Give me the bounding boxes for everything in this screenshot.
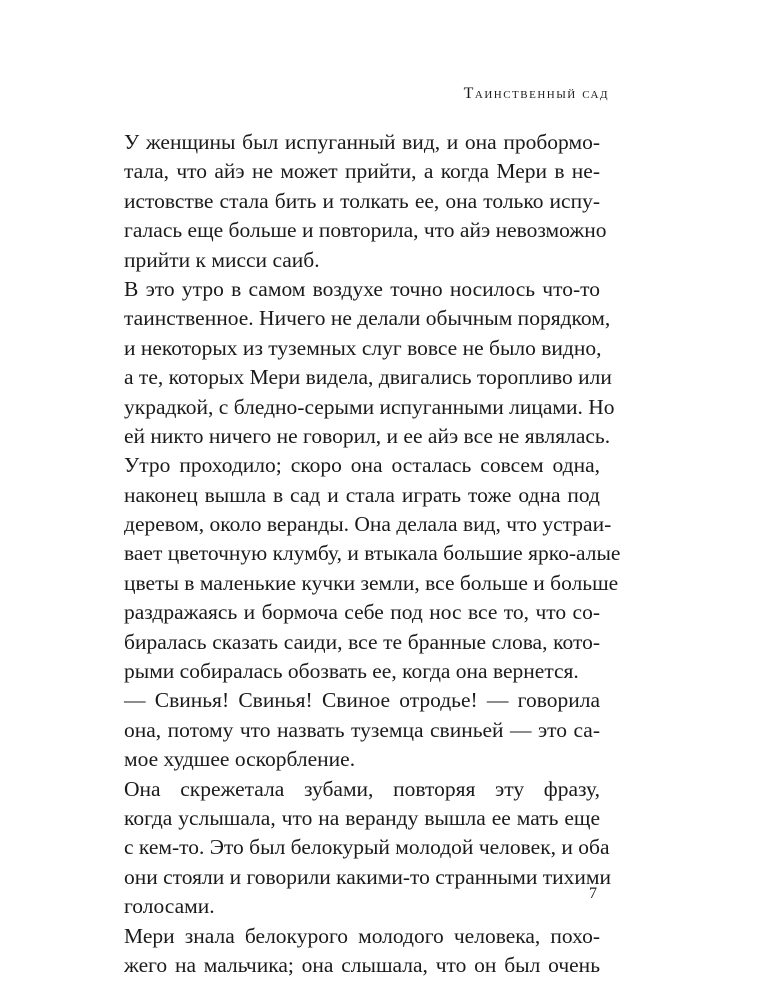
text-line: рыми собиралась обозвать ее, когда она вернется. (124, 659, 579, 684)
text-line: украдкой, с бледно-серыми испуганными лицами. Но (124, 394, 615, 419)
body-text (124, 128, 621, 980)
text-line (124, 128, 600, 157)
text-line: Мери знала белокурого молодого человека, похо- (124, 923, 600, 948)
paragraph-2 (124, 275, 615, 451)
text-line: наконец вышла в сад и стала играть тоже одна под (124, 482, 600, 507)
text-line: жего на мальчика; она слышала, что он был очень (124, 952, 600, 977)
text-line: прийти к мисси саиб. (124, 247, 320, 272)
text-line: цветы в маленькие кучки земли, все больше и больше (124, 570, 619, 595)
paragraph-6 (124, 922, 600, 981)
text-line: биралась сказать саиди, все те бранные слова, кото- (124, 629, 600, 654)
text-line: ей никто ничего не говорил, и ее айэ все не являлась. (124, 423, 611, 448)
text-line: они стояли и говорили какими-то странными тихими (124, 864, 611, 889)
text-line: таинственное. Ничего не делали обычным порядком, (124, 306, 611, 331)
text-line: а те, которых Мери видела, двигались торопливо или (124, 365, 612, 390)
text-line: тала, что айэ не может прийти, а когда Мери в не- (124, 159, 600, 184)
text-line: она, потому что назвать туземца свиньей — это са- (124, 717, 600, 742)
text-line: галась еще больше и повторила, что айэ невозможно (124, 218, 607, 243)
text-line: голосами. (124, 894, 215, 919)
paragraph-3 (124, 451, 621, 686)
text-line: Утро проходило; скоро она осталась совсем одна, (124, 453, 600, 478)
text-line: В это утро в самом воздухе точно носилось что-то (124, 276, 600, 301)
text-line: — Свинья! Свинья! Свиное отродье! — говорила (124, 688, 600, 713)
paragraph-4 (124, 686, 600, 774)
text-line: с кем-то. Это был белокурый молодой человек, и оба (124, 835, 610, 860)
paragraph-5 (124, 775, 611, 922)
text-line-content: У женщины был испуганный вид, и она пробормо- (124, 130, 600, 154)
text-line: деревом, около веранды. Она делала вид, что устраи- (124, 512, 612, 537)
page-number: 7 (589, 885, 597, 902)
text-line: истовстве стала бить и толкать ее, она только испу- (124, 188, 600, 213)
text-line: мое худшее оскорбление. (124, 747, 356, 772)
paragraph-1 (124, 128, 607, 275)
text-line: раздражаясь и бормоча себе под нос все то, что со- (124, 600, 600, 625)
text-line: вает цветочную клумбу, и втыкала большие ярко-алые (124, 541, 621, 566)
running-header: Таинственный сад (463, 85, 609, 102)
text-line: Она скрежетала зубами, повторяя эту фразу, (124, 776, 600, 801)
text-line: когда услышала, что на веранду вышла ее мать еще (124, 805, 600, 830)
text-line: и некоторых из туземных слуг вовсе не было видно, (124, 335, 602, 360)
